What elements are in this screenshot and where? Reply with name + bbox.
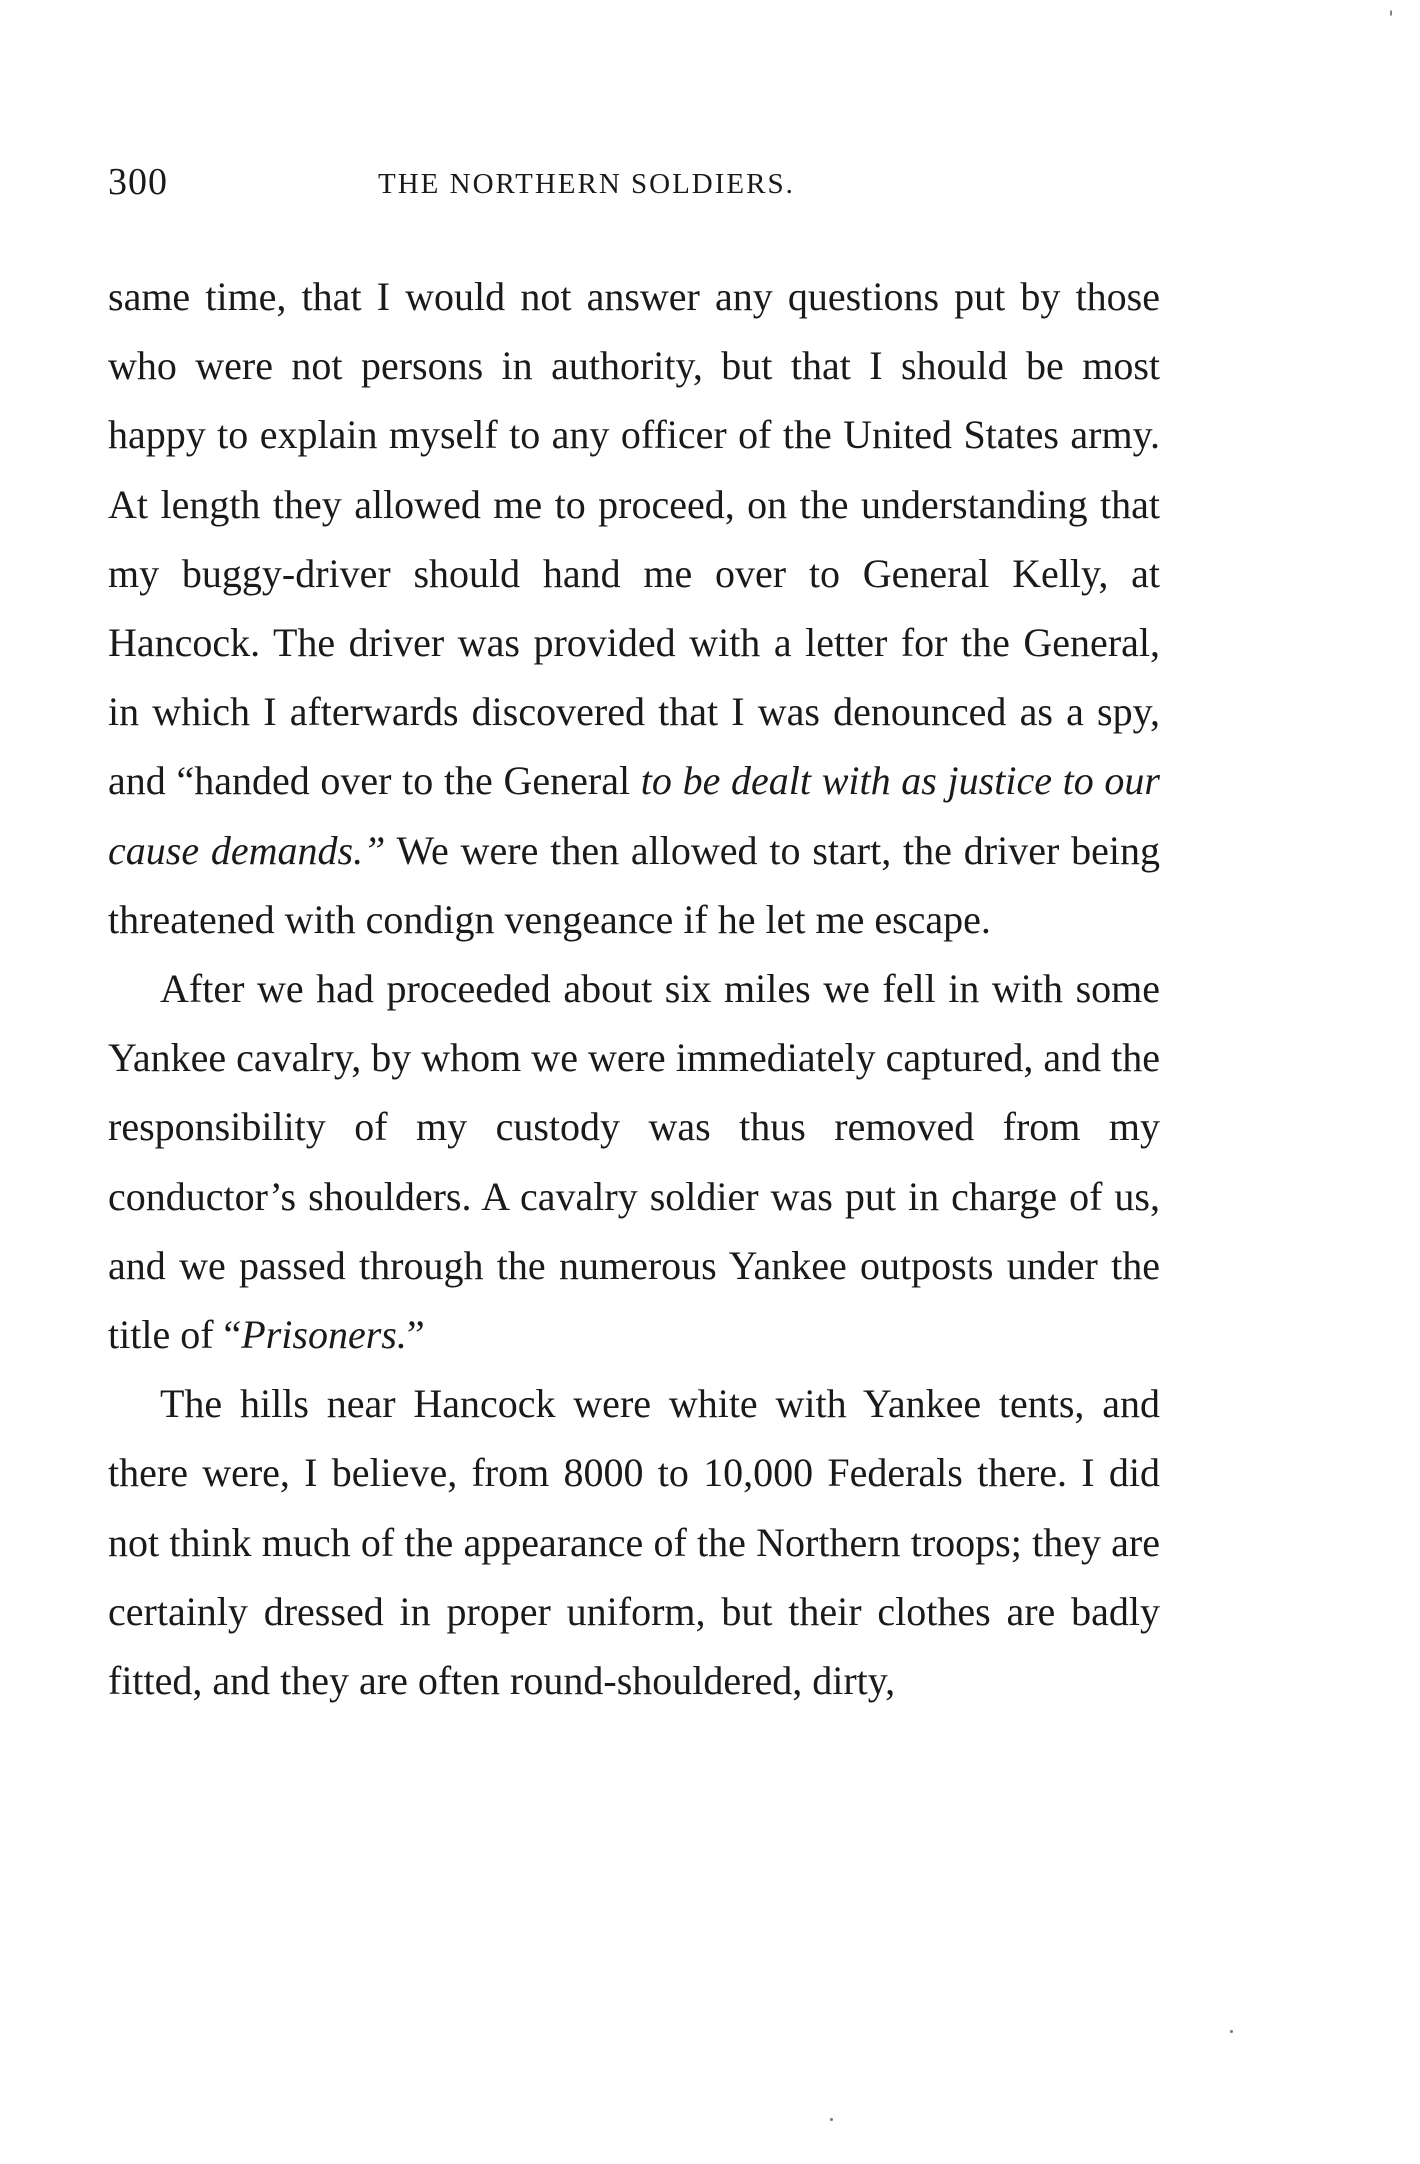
paragraph-1-italic: to be dealt with as justice to our cause demands.” [108, 758, 1160, 873]
paragraph-2-text-a: After we had proceeded about six miles we fell in with some Yankee cavalry, by whom we were immediately captured, and the responsibility of my custody was thus removed from my conductor’s shoulders. A cavalry soldier was put in charge of us, and we passed through the numerous Yankee outposts under the title of “ [108, 966, 1160, 1358]
scan-speck [1390, 10, 1392, 16]
paragraph-3-text: The hills near Hancock were white with Yankee tents, and there were, I believe, from 8000 to 10,000 Federals there. I did not think much of the appearance of the Northern troops; they are certainly dressed in proper uniform, but their clothes are badly fitted, and they are often round-shouldered, dirty, [108, 1381, 1160, 1704]
paragraph-3 [108, 1369, 1160, 1715]
paragraph-2 [108, 954, 1160, 1369]
paragraph-1 [108, 262, 1160, 954]
paragraph-1-text-b: We were then allowed to start, the driver being threatened with condign vengeance if he let me escape. [108, 827, 1160, 942]
page-header [108, 160, 1160, 220]
scan-speck [830, 2118, 833, 2121]
paragraph-1-text-a: same time, that I would not answer any questions put by those who were not persons in authority, but that I should be most happy to explain myself to any officer of the United States army. At length they allowed me to proceed, on the understanding that my buggy-driver should hand me over to General Kelly, at Hancock. The driver was provided with a letter for the General, in which I afterwards discovered that I was denounced as a spy, and “handed over to the General [108, 274, 1160, 804]
paragraph-2-italic: Prisoners. [241, 1312, 407, 1358]
paragraph-2-text-b: ” [406, 1312, 425, 1358]
page-number: 300 [108, 161, 168, 203]
body-text [108, 262, 1160, 1715]
running-head: THE NORTHERN SOLDIERS. [378, 168, 795, 200]
scan-speck [1230, 2030, 1233, 2033]
